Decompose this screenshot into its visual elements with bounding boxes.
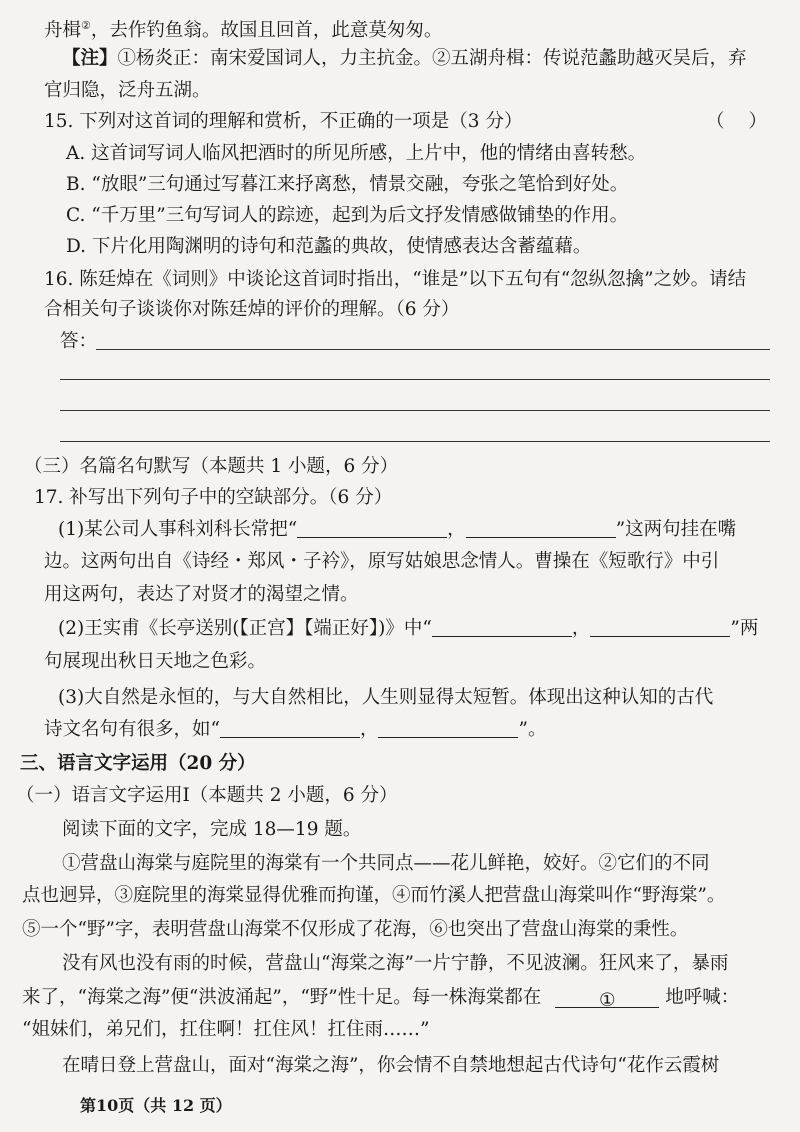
passage-text: 来了，“海棠之海”便“洪波涌起”，“野”性十足。每一株海棠都在 [22, 987, 542, 1008]
item-text: 诗文名句有很多，如“ [44, 719, 220, 740]
reading-instruction: 阅读下面的文字，完成 18—19 题。 [62, 819, 362, 840]
q17-item-2-line-1 [58, 617, 758, 641]
blank-number: ① [598, 990, 616, 1011]
option-a: A. 这首词写词人临风把酒时的所见所感，上片中，他的情绪由喜转愁。 [66, 143, 647, 164]
paren-open: （ [706, 111, 725, 132]
item-text: ， [571, 618, 591, 639]
q17-item-2-line-2: 句展现出秋日天地之色彩。 [44, 651, 267, 672]
passage-p1-line-1: ①营盘山海棠与庭院里的海棠有一个共同点——花儿鲜艳，姣好。②它们的不同 [62, 853, 710, 874]
poem-text: 舟楫 [44, 20, 82, 42]
note-tag: 【注】 [62, 48, 118, 69]
note-text: ①杨炎正：南宋爱国词人，力主抗金。②五湖舟楫：传说范蠡助越灭吴后，弃 [117, 48, 747, 69]
q17-item-1-line-2: 边。这两句出自《诗经・郑风・子衿》，原写姑娘思念情人。曹操在《短歌行》中引 [44, 551, 720, 572]
item-text: (2)王实甫《长亭送别(【正宫】【端正好】)》中“ [58, 618, 432, 639]
footnote-marker: ② [81, 19, 91, 32]
option-b: B. “放眼”三句通过写暮江来抒离愁，情景交融，夸张之笔恰到好处。 [66, 174, 629, 195]
answer-line-2[interactable] [60, 379, 770, 380]
answer-line-4[interactable] [60, 441, 770, 442]
item-text: ”。 [518, 719, 547, 740]
subsection-heading-language-1: （一）语言文字运用Ⅰ（本题共 2 小题，6 分） [16, 785, 398, 806]
note-line-2: 官归隐，泛舟五湖。 [44, 80, 211, 101]
fill-blank-1b[interactable] [466, 519, 616, 538]
question-16-line-1: 16. 陈廷焯在《词则》中谈论这首词时指出，“谁是”以下五句有“忽纵忽擒”之妙。请结 [44, 269, 747, 290]
passage-p1-line-2: 点也迥异，③庭院里的海棠显得优雅而拘谨，④而竹溪人把营盘山海棠叫作“野海棠”。 [22, 885, 726, 906]
answer-label: 答： [60, 331, 98, 352]
question-16-line-2: 合相关句子谈谈你对陈廷焯的评价的理解。（6 分） [44, 299, 460, 320]
page-footer: 第10页（共 12 页） [80, 1096, 232, 1115]
fill-blank-3a[interactable] [220, 719, 360, 738]
option-c: C. “千万里”三句写词人的踪迹，起到为后文抒发情感做铺垫的作用。 [66, 205, 629, 226]
passage-text: 地呼喊： [665, 987, 740, 1008]
note-line-1 [62, 47, 747, 71]
q17-item-1-line-3: 用这两句，表达了对贤才的渴望之情。 [44, 584, 359, 605]
passage-p1-line-3: ⑤一个“野”字，表明营盘山海棠不仅形成了花海，⑥也突出了营盘山海棠的秉性。 [22, 919, 689, 940]
question-15-stem [44, 110, 522, 134]
item-text: ”两 [730, 618, 759, 639]
q17-item-3-line-1: (3)大自然是永恒的，与大自然相比，人生则显得太短暂。体现出这种认知的古代 [58, 687, 714, 708]
option-d: D. 下片化用陶渊明的诗句和范蠡的典故，使情感表达含蓄蕴藉。 [66, 236, 592, 257]
passage-p2-line-1: 没有风也没有雨的时候，营盘山“海棠之海”一片宁静，不见波澜。狂风来了，暴雨 [62, 953, 729, 974]
answer-line-1[interactable] [96, 349, 770, 350]
answer-line-3[interactable] [60, 410, 770, 411]
fill-blank-1a[interactable] [297, 519, 447, 538]
section-heading-three: 三、语言文字运用（20 分） [20, 753, 256, 774]
passage-p2-line-3: “姐妹们，弟兄们，扛住啊！扛住风！扛住雨……” [22, 1019, 430, 1040]
poem-tail [44, 14, 442, 43]
poem-text: ，去作钓鱼翁。故国且回首，此意莫匆匆。 [90, 20, 443, 42]
paren-close: ） [748, 111, 768, 132]
item-text: (1)某公司人事科刘科长常把“ [58, 519, 298, 540]
subsection-heading-recitation: （三）名篇名句默写（本题共 1 小题，6 分） [24, 456, 399, 477]
fill-blank-2a[interactable] [432, 618, 572, 637]
passage-p3-line-1: 在晴日登上营盘山，面对“海棠之海”，你会情不自禁地想起古代诗句“花作云霞树 [62, 1055, 720, 1076]
answer-paren[interactable] [706, 110, 767, 134]
fill-blank-2b[interactable] [590, 618, 730, 637]
question-17-stem: 17. 补写出下列句子中的空缺部分。（6 分） [34, 487, 393, 508]
q17-item-1-line-1 [58, 518, 736, 542]
passage-p2-line-2 [22, 986, 739, 1010]
fill-blank-circle-1[interactable] [555, 989, 659, 1011]
item-text: ， [359, 719, 379, 740]
fill-blank-3b[interactable] [378, 719, 518, 738]
item-text: ”这两句挂在嘴 [615, 519, 737, 540]
stem-text: 15. 下列对这首词的理解和赏析，不正确的一项是（3 分） [44, 111, 523, 132]
item-text: ， [447, 519, 466, 540]
q17-item-3-line-2 [44, 718, 546, 742]
